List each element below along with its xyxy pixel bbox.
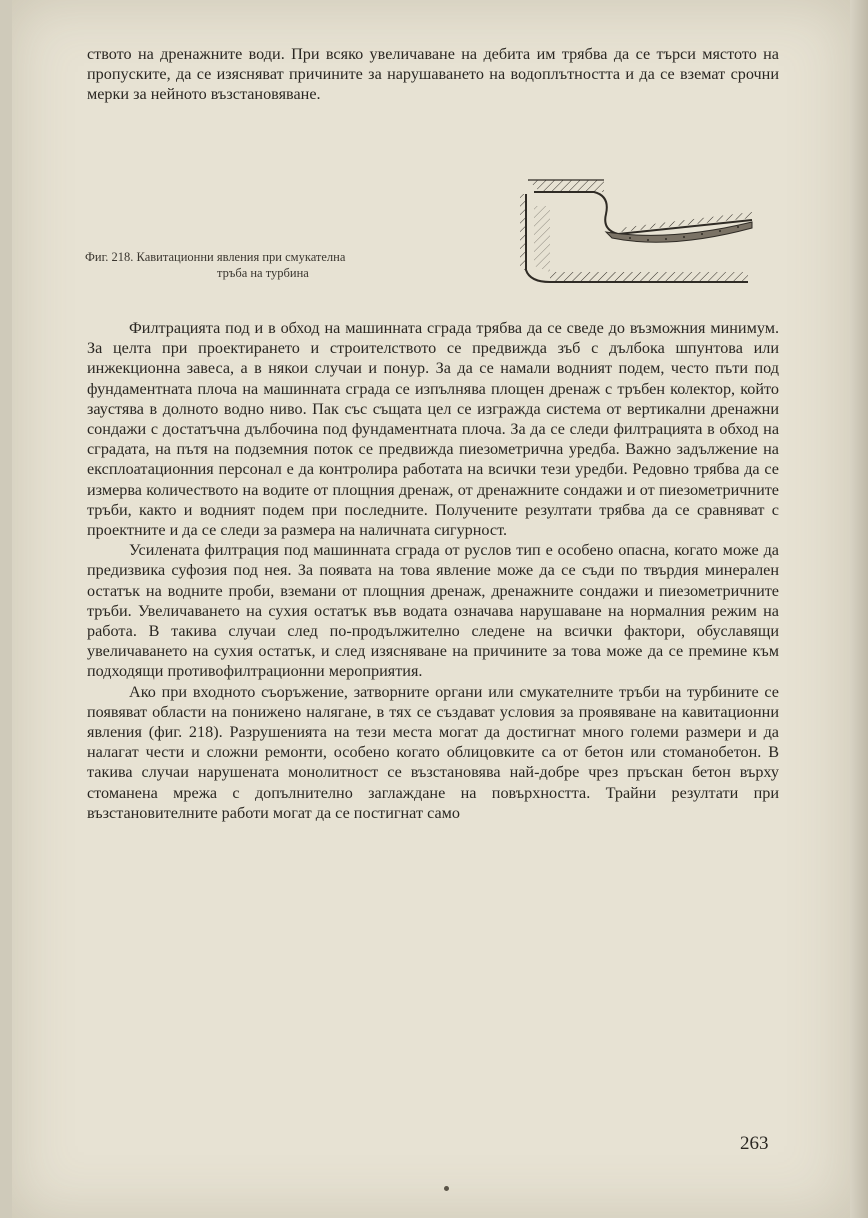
paragraph-continued bbox=[87, 44, 779, 105]
paragraph-cavitation: Ако при входното съоръжение, затворните органи или смукателните тръби на турбините се появяват области на понижено налягане, в тях се създават условия за проявяване на кавитационни явления (фиг. 218). Разрушенията на тези места могат да достигнат много големи размери и да налагат чести и сложни ремонти, особено когато облицовките са от бетон или стоманобетон. В такива случаи нарушената монолитност се възстановява най-добре чрез пръскан бетон върху стоманена мрежа с допълнително заглаждане на повърхността. Трайни резултати при възстановителните работи могат да се постигнат само bbox=[87, 682, 779, 822]
book-page bbox=[12, 0, 850, 1218]
figure-drawing bbox=[520, 172, 756, 287]
paragraph-suffosion: Усилената филтрация под машинната сграда от руслов тип е особено опасна, когато може да предизвика суфозия под нея. За появата на това явление може да се съди по твърдия минерален остатък на водните проби, вземани от площния дренаж, дренажните сондажи и пиезометричните тръби. Увеличаването на сухия остатък във водата означава нарушаване на нормалния режим на работа. В такива случаи след по-продължително следене на всички фактори, обуславящи увеличаването на сухия остатък, и след изясняване на причините за това може да се премине към подходящи противофилтрационни мероприятия. bbox=[87, 541, 779, 681]
paragraph-filtration: Филтрацията под и в обход на машинната сграда трябва да се сведе до възможния минимум. За целта при проектирането и строителството се предвижда зъб с дълбока шпунтова или инжекционна завеса, а в някои случаи и понур. За да се намали водният подем, често пъти под фундаментната плоча на машинната сграда се изпълнява площен дренаж с тръбен колектор, който заустява в долното водно ниво. Пак със същата цел се изгражда система от вертикални дренажни сондажи с достатъчна дълбочина под фундаментната плоча. За да се следи филтрацията в обход на сградата, на пътя на подземния поток се предвижда пиезометрична уредба. Важно задължение на експлоатационния персонал е да контролира работата на всички тези уредби. Редовно трябва да се измерва количеството на водите от площния дренаж, от дренажните сондажи и от пиезометричните тръби, както и водният подем при последните. Получените резултати трябва да се сравняват с проектните и да се следи за размера на наличната сигурност. bbox=[87, 319, 779, 540]
figure-caption bbox=[85, 249, 505, 281]
body-text bbox=[87, 318, 779, 823]
ink-dot bbox=[444, 1186, 449, 1191]
suction-tube-icon bbox=[520, 172, 756, 287]
page-number: 263 bbox=[740, 1133, 769, 1154]
caption-line-1: Фиг. 218. Кавитационни явления при смукателна bbox=[85, 250, 346, 264]
caption-line-2: тръба на турбина bbox=[217, 266, 309, 280]
paragraph-text: ството на дренажните води. При всяко увеличаване на дебита им трябва да се търси мястото на пропуските, да се изясняват причините за нарушаването на водоплътността и да се вземат срочни мерки за нейното възстановяване. bbox=[87, 45, 779, 104]
page-edge bbox=[850, 0, 868, 1218]
